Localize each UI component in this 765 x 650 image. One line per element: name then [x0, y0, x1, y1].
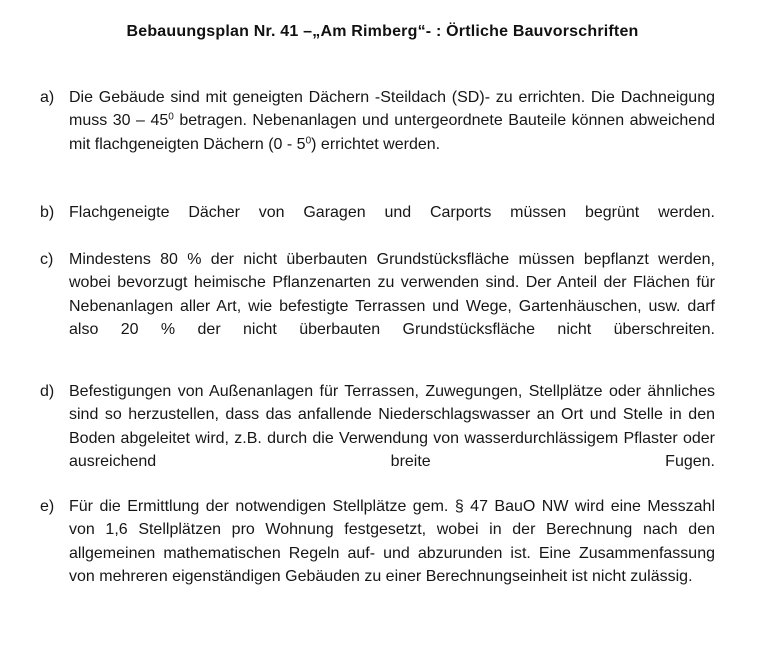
item-text: Für die Ermittlung der notwendigen Stellplätze gem. § 47 BauO NW wird eine Messzahl von 1,6 Stellplätzen pro Wohnung festgesetzt, wobei in der Berechnung nach den allgemeinen mathematischen Regeln auf- und abzurunden ist. Eine Zusammenfassung von mehreren eigenständigen Gebäuden zu einer Berechnungseinheit ist nicht zulässig.: [69, 498, 715, 585]
item-letter: e): [40, 498, 55, 515]
superscript-degree: 0: [305, 135, 312, 147]
item-letter: c): [40, 251, 54, 268]
item-text: [69, 86, 715, 156]
item-text: Mindestens 80 % der nicht überbauten Grundstücksfläche müssen bepflanzt werden, wobei bevorzugt heimische Pflanzenarten zu verwenden sind. Der Anteil der Flächen für Nebenanlagen aller Art, wie befestigte Terrassen und Wege, Gartenhäuschen, usw. darf also 20 % der nicht überbauten Grundstücksfläche nicht überschreiten.: [69, 251, 715, 338]
item-text-part: Die Gebäude sind mit geneigten Dächern -Steildach (SD)- zu errichten. Die Dachneigung muss 30 – 45: [69, 89, 715, 130]
list-item-b: [40, 201, 715, 224]
item-letter: b): [40, 204, 55, 221]
list-item-d: [40, 380, 715, 473]
list-item-c: [40, 248, 715, 341]
item-letter: a): [40, 89, 55, 106]
item-text: Flachgeneigte Dächer von Garagen und Carports müssen begrünt werden.: [69, 204, 715, 221]
document-title: Bebauungsplan Nr. 41 –„Am Rimberg“- : Örtliche Bauvorschriften: [126, 23, 639, 40]
item-text-part: ) errichtet werden.: [311, 135, 441, 153]
list-item-e: [40, 495, 715, 588]
superscript-degree: 0: [168, 111, 174, 123]
item-text: Befestigungen von Außenanlagen für Terrassen, Zuwegungen, Stellplätze oder ähnliches sind so herzustellen, dass das anfallende Niederschlagswasser an Ort und Stelle in den Boden abgeleitet wird, z.B. durch die Verwendung von wasserdurchlässigem Pflaster oder ausreichend breite Fugen.: [69, 383, 715, 470]
list-item-a: [40, 86, 715, 156]
item-text-part: betragen. Nebenanlagen und untergeordnete Bauteile können abweichend mit flachgeneigten Dächern (0 - 5: [69, 112, 715, 153]
item-letter: d): [40, 383, 55, 400]
